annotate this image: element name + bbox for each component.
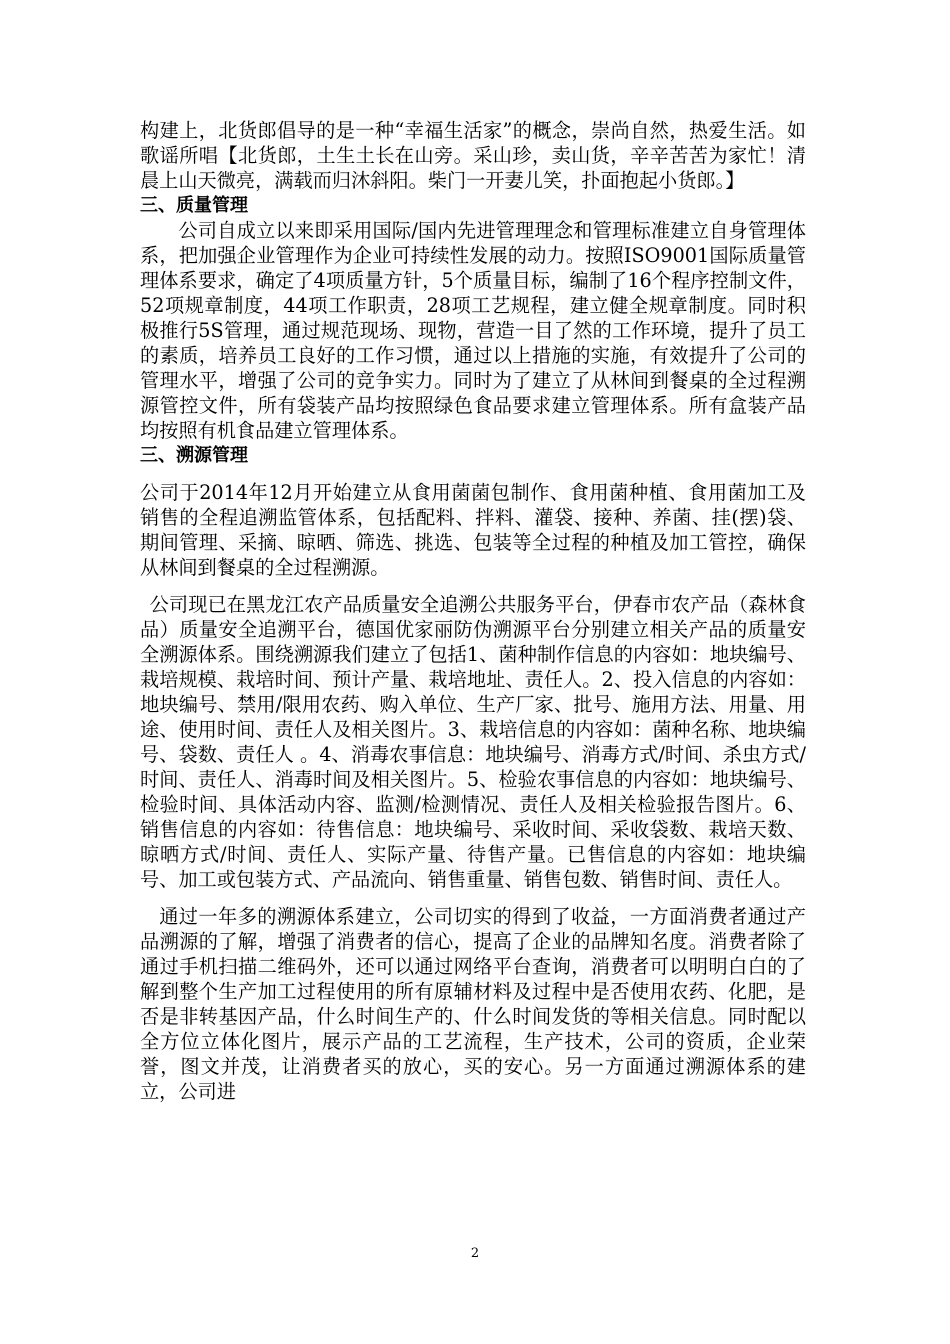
paragraph-quality: 公司自成立以来即采用国际/国内先进管理理念和管理标准建立自身管理体系，把加强企业管理作为企业可持续性发展的动力。按照ISO9001国际质量管理体系要求，确定了4项质量方针，5个质量目标，编制了16个程序控制文件，52项规章制度，44项工作职责，28项工艺规程，建立健全规章制度。同时积极推行5S管理，通过规范现场、现物，营造一目了然的工作环境，提升了员工的素质，培养员工良好的工作习惯，通过以上措施的实施，有效提升了公司的管理水平，增强了公司的竞争实力。同时为了建立了从林间到餐桌的全过程溯源管控文件，所有袋装产品均按照绿色食品要求建立管理体系。所有盒装产品均按照有机食品建立管理体系。 xyxy=(140,219,806,442)
paragraph-traceability-2: 公司现已在黑龙江农产品质量安全追溯公共服务平台，伊春市农产品（森林食品）质量安全追溯平台，德国优家丽防伪溯源平台分别建立相关产品的质量安全溯源体系。围绕溯源我们建立了包括1、菌种制作信息的内容如：地块编号、栽培规模、栽培时间、预计产量、栽培地址、责任人。2、投入信息的内容如：地块编号、禁用/限用农药、购入单位、生产厂家、批号、施用方法、用量、用途、使用时间、责任人及相关图片。3、栽培信息的内容如：菌种名称、地块编号、袋数、责任人 。4、消毒农事信息：地块编号、消毒方式/时间、杀虫方式/时间、责任人、消毒时间及相关图片。5、检验农事信息的内容如：地块编号、检验时间、具体活动内容、监测/检测情况、责任人及相关检验报告图片。6、销售信息的内容如：待售信息：地块编号、采收时间、采收袋数、栽培天数、晾晒方式/时间、责任人、实际产量、待售产量。已售信息的内容如：地块编号、加工或包装方式、产品流向、销售重量、销售包数、销售时间、责任人。 xyxy=(140,593,806,891)
paragraph-traceability-3: 通过一年多的溯源体系建立，公司切实的得到了收益，一方面消费者通过产品溯源的了解，增强了消费者的信心，提高了企业的品牌知名度。消费者除了通过手机扫描二维码外，还可以通过网络平台查询，消费者可以明明白白的了解到整个生产加工过程使用的所有原辅材料及过程中是否使用农药、化肥，是否是非转基因产品，什么时间生产的、什么时间发货的等相关信息。同时配以全方位立体化图片，展示产品的工艺流程，生产技术，公司的资质，企业荣誉，图文并茂，让消费者买的放心，买的安心。另一方面通过溯源体系的建立，公司进 xyxy=(140,905,806,1103)
section-heading-quality: 三、质量管理 xyxy=(140,195,248,216)
section-heading-traceability: 三、溯源管理 xyxy=(140,445,248,466)
page-number: 2 xyxy=(470,1246,480,1261)
document-body xyxy=(140,118,806,1104)
paragraph-intro: 构建上，北货郎倡导的是一种“幸福生活家”的概念，崇尚自然，热爱生活。如歌谣所唱【北货郎，土生土长在山旁。采山珍，卖山货，辛辛苦苦为家忙！清晨上山天微亮，满载而归沐斜阳。柴门一开妻儿笑，扑面抱起小货郎。】 xyxy=(140,119,806,192)
paragraph-traceability-1: 公司于2014年12月开始建立从食用菌菌包制作、食用菌种植、食用菌加工及销售的全程追溯监管体系，包括配料、拌料、灌袋、接种、养菌、挂(摆)袋、期间管理、采摘、晾晒、筛选、挑选、包装等全过程的种植及加工管控，确保从林间到餐桌的全过程溯源。 xyxy=(140,481,806,579)
